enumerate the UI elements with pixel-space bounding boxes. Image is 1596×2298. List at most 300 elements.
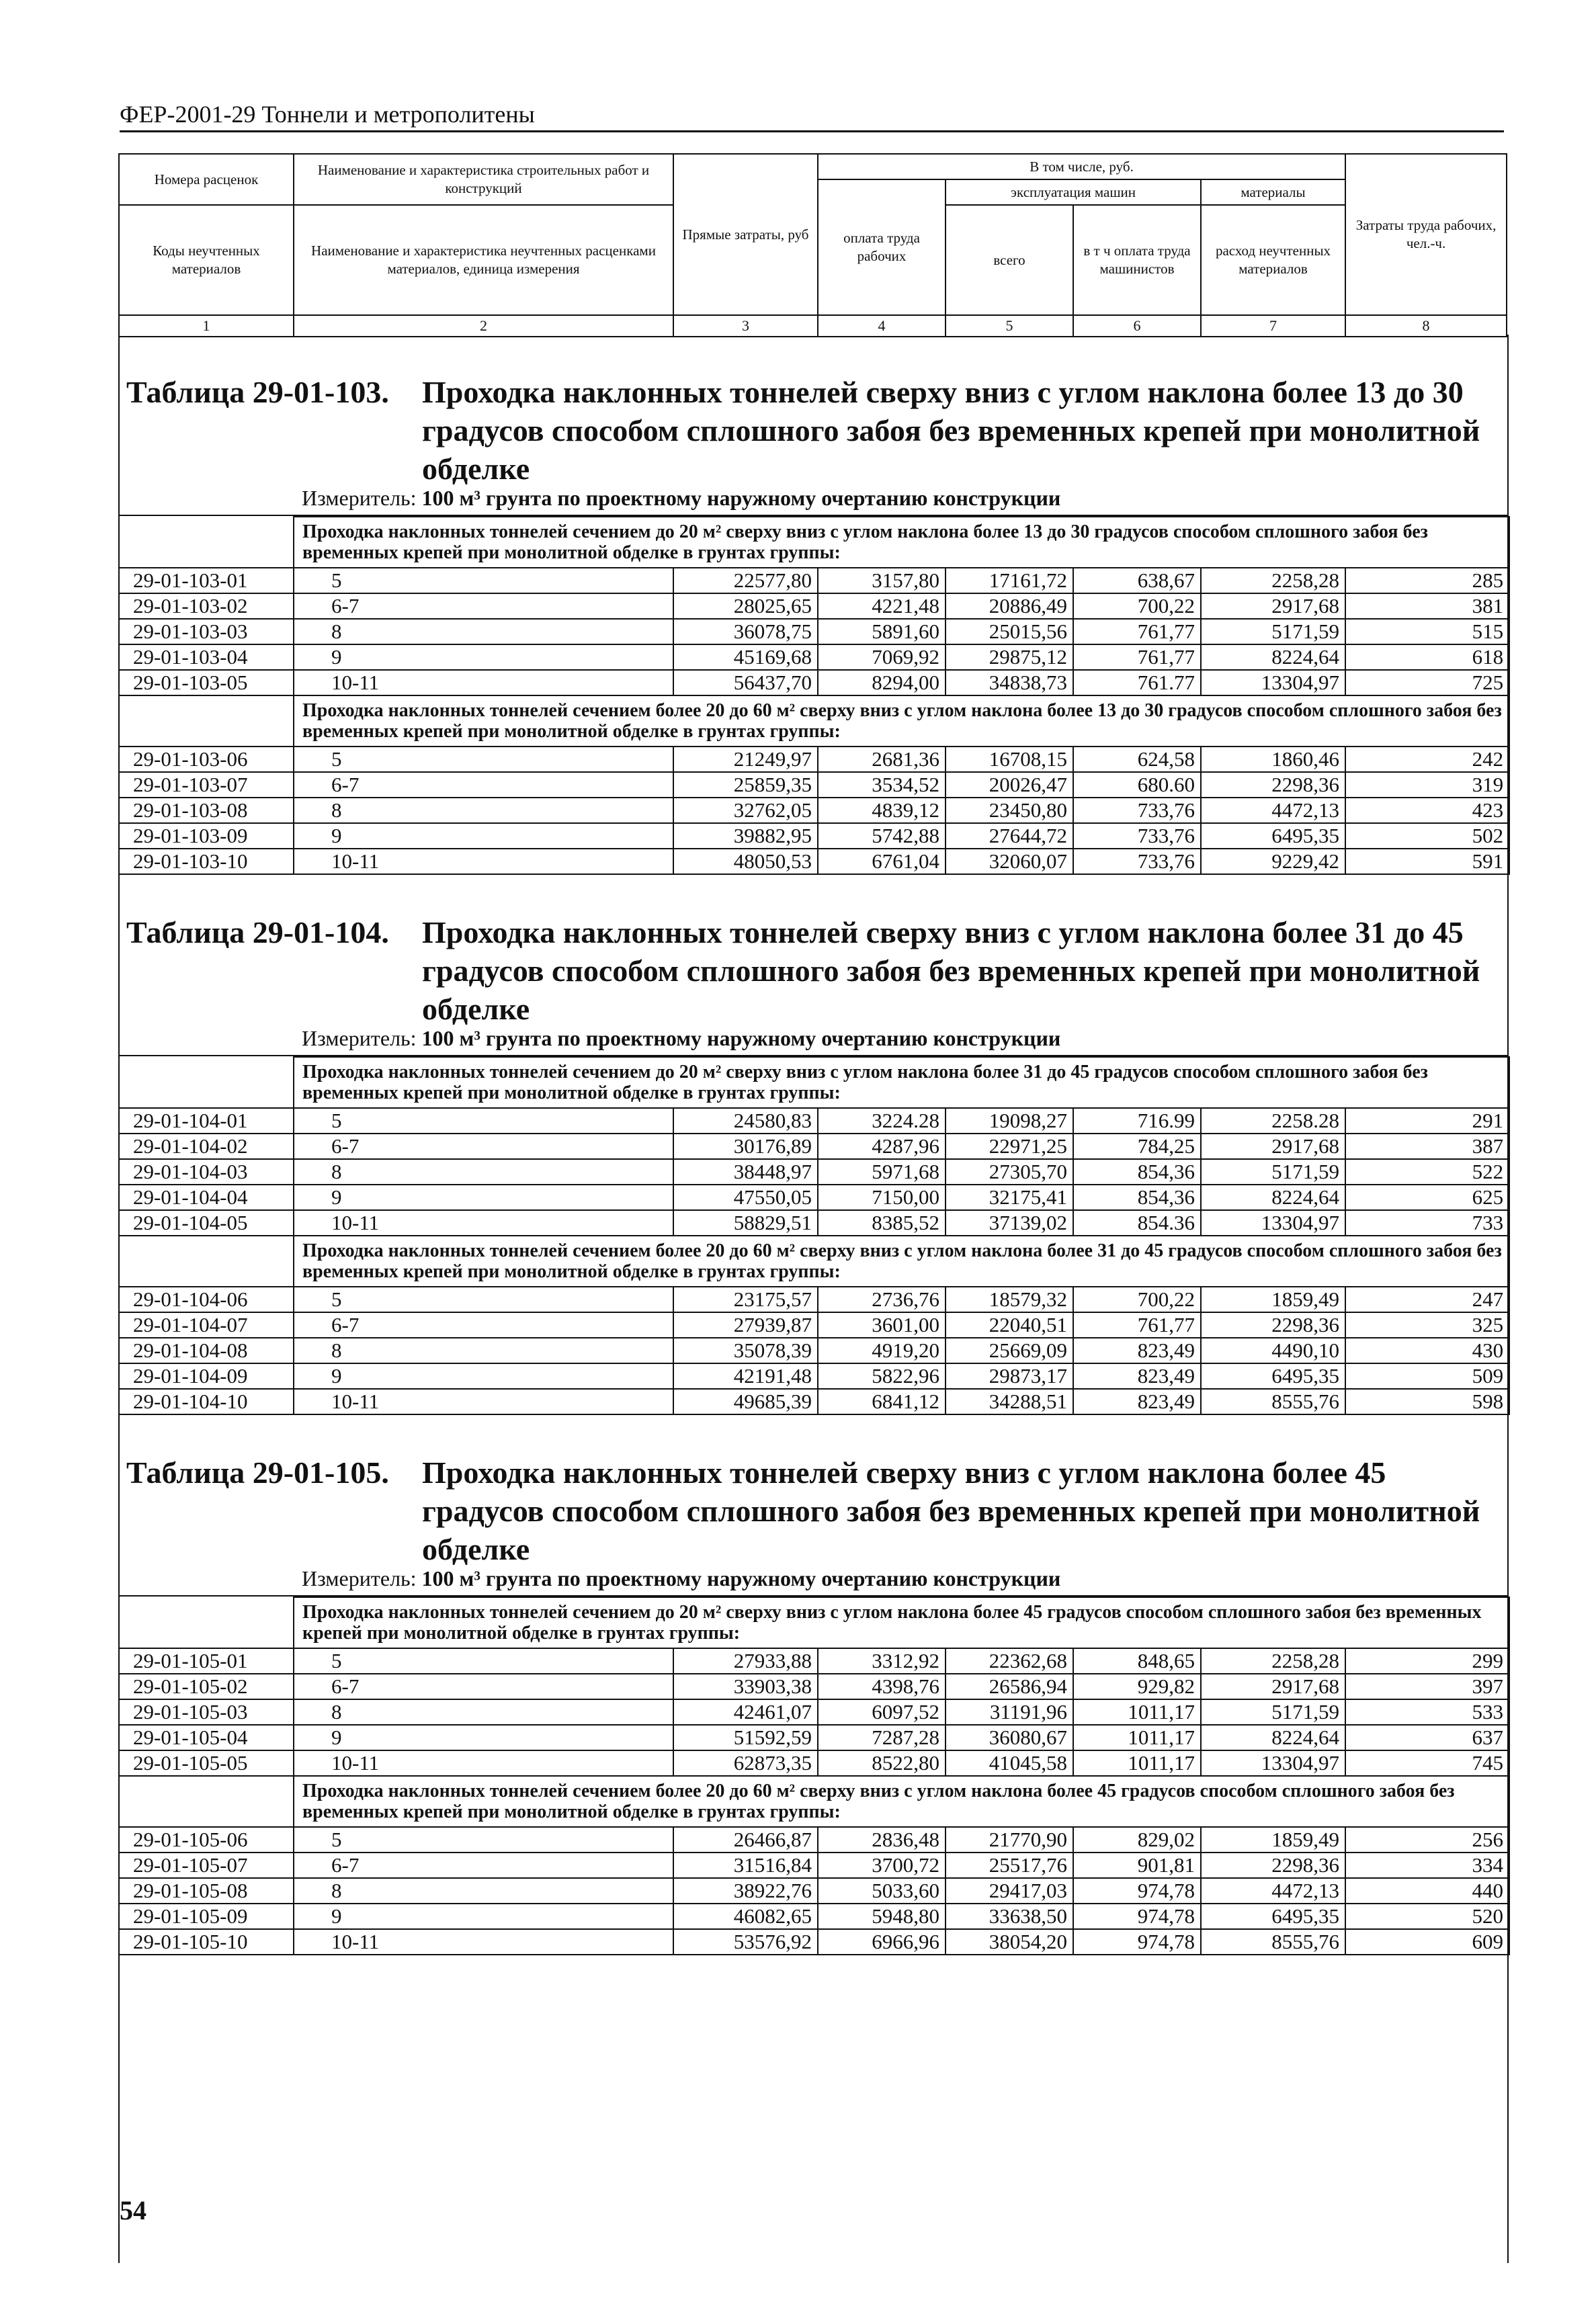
operators-pay: 700,22 (1073, 1287, 1201, 1312)
table-title: Проходка наклонных тоннелей сверху вниз с углом наклона более 45 градусов способом сплошного забоя без временных крепей при монолитной обделке (422, 1455, 1480, 1566)
rate-code: 29-01-104-04 (119, 1185, 294, 1210)
operators-pay: 733,76 (1073, 849, 1201, 874)
operators-pay: 974,78 (1073, 1929, 1201, 1955)
machines-total: 22971,25 (946, 1134, 1073, 1159)
materials-cost: 4472,13 (1201, 1878, 1345, 1904)
operators-pay: 716.99 (1073, 1108, 1201, 1134)
soil-group: 5 (294, 1827, 673, 1853)
operators-pay: 823,49 (1073, 1363, 1201, 1389)
rate-code: 29-01-103-01 (119, 568, 294, 593)
labor-hours: 430 (1345, 1338, 1509, 1363)
materials-cost: 2258.28 (1201, 1108, 1345, 1134)
table-row (119, 1134, 1509, 1159)
header-direct-costs: Прямые затраты, руб (673, 154, 818, 315)
table-row (119, 772, 1509, 798)
operators-pay: 823,49 (1073, 1389, 1201, 1414)
table-row (119, 1338, 1509, 1363)
labor-hours: 733 (1345, 1210, 1509, 1236)
soil-group: 9 (294, 1363, 673, 1389)
operators-pay: 761,77 (1073, 644, 1201, 670)
labor-pay: 3224.28 (818, 1108, 946, 1134)
soil-group: 6-7 (294, 1134, 673, 1159)
machines-total: 27305,70 (946, 1159, 1073, 1185)
table-row (119, 1878, 1509, 1904)
table-row (119, 747, 1509, 772)
table-row (119, 1827, 1509, 1853)
rate-code: 29-01-105-10 (119, 1929, 294, 1955)
table-row (119, 1287, 1509, 1312)
soil-group: 9 (294, 1904, 673, 1929)
table-row (119, 619, 1509, 644)
labor-pay: 3312,92 (818, 1648, 946, 1674)
rate-code: 29-01-105-05 (119, 1750, 294, 1776)
labor-pay: 3601,00 (818, 1312, 946, 1338)
rate-code: 29-01-103-06 (119, 747, 294, 772)
materials-cost: 8555,76 (1201, 1389, 1345, 1414)
soil-group: 8 (294, 1338, 673, 1363)
machines-total: 23450,80 (946, 798, 1073, 823)
materials-cost: 8224,64 (1201, 644, 1345, 670)
machines-total: 21770,90 (946, 1827, 1073, 1853)
labor-pay: 4839,12 (818, 798, 946, 823)
labor-pay: 4287,96 (818, 1134, 946, 1159)
col-number: 3 (673, 315, 818, 337)
machines-total: 25669,09 (946, 1338, 1073, 1363)
direct-costs: 32762,05 (673, 798, 818, 823)
soil-group: 8 (294, 619, 673, 644)
operators-pay: 700,22 (1073, 593, 1201, 619)
machines-total: 32060,07 (946, 849, 1073, 874)
rate-code: 29-01-104-06 (119, 1287, 294, 1312)
table-row (119, 1312, 1509, 1338)
materials-cost: 5171,59 (1201, 1159, 1345, 1185)
soil-group: 9 (294, 644, 673, 670)
direct-costs: 36078,75 (673, 619, 818, 644)
labor-hours: 609 (1345, 1929, 1509, 1955)
labor-pay: 8522,80 (818, 1750, 946, 1776)
table-row (119, 1648, 1509, 1674)
rate-code: 29-01-103-05 (119, 670, 294, 695)
direct-costs: 26466,87 (673, 1827, 818, 1853)
machines-total: 20886,49 (946, 593, 1073, 619)
operators-pay: 680.60 (1073, 772, 1201, 798)
table-row (119, 823, 1509, 849)
rates-table (118, 1056, 1510, 1415)
soil-group: 6-7 (294, 1312, 673, 1338)
col-number: 2 (294, 315, 673, 337)
labor-hours: 440 (1345, 1878, 1509, 1904)
rate-code: 29-01-104-07 (119, 1312, 294, 1338)
table-row (119, 1674, 1509, 1699)
labor-hours: 637 (1345, 1725, 1509, 1750)
soil-group: 5 (294, 1648, 673, 1674)
operators-pay: 733,76 (1073, 823, 1201, 849)
soil-group: 6-7 (294, 593, 673, 619)
machines-total: 19098,27 (946, 1108, 1073, 1134)
direct-costs: 24580,83 (673, 1108, 818, 1134)
soil-group: 5 (294, 747, 673, 772)
direct-costs: 27939,87 (673, 1312, 818, 1338)
labor-hours: 520 (1345, 1904, 1509, 1929)
machines-total: 22040,51 (946, 1312, 1073, 1338)
rate-table-section (120, 335, 1507, 875)
direct-costs: 47550,05 (673, 1185, 818, 1210)
measure-unit: 100 м³ грунта по проектному наружному очертанию конструкции (421, 1566, 1061, 1590)
rate-code: 29-01-103-10 (119, 849, 294, 874)
operators-pay: 854.36 (1073, 1210, 1201, 1236)
operators-pay: 854,36 (1073, 1159, 1201, 1185)
rate-code: 29-01-103-08 (119, 798, 294, 823)
rate-code: 29-01-103-09 (119, 823, 294, 849)
labor-hours: 502 (1345, 823, 1509, 849)
materials-cost: 2917,68 (1201, 1134, 1345, 1159)
labor-pay: 5742,88 (818, 823, 946, 849)
labor-pay: 4221,48 (818, 593, 946, 619)
labor-pay: 5822,96 (818, 1363, 946, 1389)
group-heading-spacer (119, 1057, 294, 1108)
labor-hours: 291 (1345, 1108, 1509, 1134)
table-row (119, 644, 1509, 670)
table-title: Проходка наклонных тоннелей сверху вниз с углом наклона более 13 до 30 градусов способом сплошного забоя без временных крепей при монолитной обделке (422, 375, 1480, 486)
group-heading-spacer (119, 517, 294, 568)
table-label: Таблица 29-01-104. (126, 915, 389, 949)
table-row (119, 670, 1509, 695)
machines-total: 32175,41 (946, 1185, 1073, 1210)
rate-code: 29-01-105-06 (119, 1827, 294, 1853)
measure-prefix: Измеритель: (302, 486, 422, 510)
labor-hours: 423 (1345, 798, 1509, 823)
labor-hours: 522 (1345, 1159, 1509, 1185)
header-materials-sub: расход неучтенных материалов (1201, 205, 1345, 315)
labor-hours: 334 (1345, 1853, 1509, 1878)
labor-pay: 7069,92 (818, 644, 946, 670)
operators-pay: 974,78 (1073, 1904, 1201, 1929)
materials-cost: 4490,10 (1201, 1338, 1345, 1363)
operators-pay: 929,82 (1073, 1674, 1201, 1699)
group-heading: Проходка наклонных тоннелей сечением более 20 до 60 м² сверху вниз с углом наклона более 45 градусов способом сплошного забоя без временных крепей при монолитной обделке в грунтах группы: (294, 1776, 1509, 1827)
materials-cost: 8224,64 (1201, 1185, 1345, 1210)
labor-hours: 618 (1345, 644, 1509, 670)
group-heading-spacer (119, 1776, 294, 1827)
table-row (119, 1363, 1509, 1389)
rate-code: 29-01-104-09 (119, 1363, 294, 1389)
table-row (119, 1750, 1509, 1776)
labor-pay: 2681,36 (818, 747, 946, 772)
direct-costs: 38922,76 (673, 1878, 818, 1904)
rate-table-section (120, 1415, 1507, 1955)
rate-code: 29-01-105-08 (119, 1878, 294, 1904)
labor-hours: 591 (1345, 849, 1509, 874)
rate-tables (120, 335, 1507, 1955)
direct-costs: 33903,38 (673, 1674, 818, 1699)
header-codes-top: Номера расценок (119, 154, 294, 205)
group-heading: Проходка наклонных тоннелей сечением до 20 м² сверху вниз с углом наклона более 31 до 45 градусов способом сплошного забоя без временных крепей при монолитной обделке в грунтах группы: (294, 1057, 1509, 1108)
soil-group: 9 (294, 1725, 673, 1750)
materials-cost: 5171,59 (1201, 1699, 1345, 1725)
soil-group: 8 (294, 798, 673, 823)
soil-group: 9 (294, 1185, 673, 1210)
direct-costs: 27933,88 (673, 1648, 818, 1674)
table-row (119, 1108, 1509, 1134)
group-heading: Проходка наклонных тоннелей сечением до 20 м² сверху вниз с углом наклона более 13 до 30 градусов способом сплошного забоя без временных крепей при монолитной обделке в грунтах группы: (294, 517, 1509, 568)
labor-hours: 256 (1345, 1827, 1509, 1853)
rate-code: 29-01-105-03 (119, 1699, 294, 1725)
materials-cost: 1860,46 (1201, 747, 1345, 772)
labor-pay: 5948,80 (818, 1904, 946, 1929)
machines-total: 22362,68 (946, 1648, 1073, 1674)
operators-pay: 854,36 (1073, 1185, 1201, 1210)
soil-group: 5 (294, 1287, 673, 1312)
rate-code: 29-01-105-07 (119, 1853, 294, 1878)
rate-code: 29-01-104-08 (119, 1338, 294, 1363)
machines-total: 34838,73 (946, 670, 1073, 695)
machines-total: 37139,02 (946, 1210, 1073, 1236)
table-title: Проходка наклонных тоннелей сверху вниз с углом наклона более 31 до 45 градусов способом сплошного забоя без временных крепей при монолитной обделке (422, 915, 1480, 1026)
soil-group: 10-11 (294, 849, 673, 874)
operators-pay: 761,77 (1073, 619, 1201, 644)
soil-group: 6-7 (294, 772, 673, 798)
header-codes-bottom: Коды неучтенных материалов (119, 205, 294, 315)
operators-pay: 638,67 (1073, 568, 1201, 593)
rate-code: 29-01-103-07 (119, 772, 294, 798)
table-row (119, 1725, 1509, 1750)
materials-cost: 2917,68 (1201, 1674, 1345, 1699)
operators-pay: 761.77 (1073, 670, 1201, 695)
labor-pay: 4398,76 (818, 1674, 946, 1699)
rate-code: 29-01-103-04 (119, 644, 294, 670)
materials-cost: 6495,35 (1201, 1363, 1345, 1389)
direct-costs: 62873,35 (673, 1750, 818, 1776)
table-row (119, 798, 1509, 823)
direct-costs: 38448,97 (673, 1159, 818, 1185)
labor-pay: 3700,72 (818, 1853, 946, 1878)
labor-pay: 3157,80 (818, 568, 946, 593)
labor-pay: 6966,96 (818, 1929, 946, 1955)
rate-code: 29-01-104-01 (119, 1108, 294, 1134)
measure-prefix: Измеритель: (302, 1566, 422, 1590)
labor-hours: 598 (1345, 1389, 1509, 1414)
soil-group: 8 (294, 1159, 673, 1185)
operators-pay: 848,65 (1073, 1648, 1201, 1674)
group-heading-spacer (119, 1597, 294, 1648)
materials-cost: 2917,68 (1201, 593, 1345, 619)
labor-pay: 8294,00 (818, 670, 946, 695)
operators-pay: 1011,17 (1073, 1699, 1201, 1725)
group-heading-row (119, 1776, 1509, 1827)
labor-hours: 299 (1345, 1648, 1509, 1674)
materials-cost: 2298,36 (1201, 772, 1345, 798)
rate-code: 29-01-105-04 (119, 1725, 294, 1750)
table-heading (126, 875, 1501, 1026)
operators-pay: 1011,17 (1073, 1750, 1201, 1776)
materials-cost: 8555,76 (1201, 1929, 1345, 1955)
rate-code: 29-01-105-02 (119, 1674, 294, 1699)
col-number: 7 (1201, 315, 1345, 337)
labor-hours: 325 (1345, 1312, 1509, 1338)
soil-group: 8 (294, 1699, 673, 1725)
machines-total: 18579,32 (946, 1287, 1073, 1312)
rate-code: 29-01-104-03 (119, 1159, 294, 1185)
table-label: Таблица 29-01-105. (126, 1455, 389, 1490)
operators-pay: 624,58 (1073, 747, 1201, 772)
col-number: 1 (119, 315, 294, 337)
col-number: 8 (1345, 315, 1507, 337)
materials-cost: 2258,28 (1201, 1648, 1345, 1674)
direct-costs: 49685,39 (673, 1389, 818, 1414)
rate-code: 29-01-104-10 (119, 1389, 294, 1414)
table-row (119, 1853, 1509, 1878)
machines-total: 26586,94 (946, 1674, 1073, 1699)
direct-costs: 53576,92 (673, 1929, 818, 1955)
operators-pay: 901,81 (1073, 1853, 1201, 1878)
machines-total: 33638,50 (946, 1904, 1073, 1929)
labor-pay: 2736,76 (818, 1287, 946, 1312)
rates-table (118, 1597, 1510, 1955)
operators-pay: 733,76 (1073, 798, 1201, 823)
materials-cost: 6495,35 (1201, 823, 1345, 849)
direct-costs: 25859,35 (673, 772, 818, 798)
operators-pay: 761,77 (1073, 1312, 1201, 1338)
machines-total: 29417,03 (946, 1878, 1073, 1904)
table-label: Таблица 29-01-103. (126, 375, 389, 409)
soil-group: 8 (294, 1878, 673, 1904)
materials-cost: 9229,42 (1201, 849, 1345, 874)
direct-costs: 28025,65 (673, 593, 818, 619)
group-heading-row (119, 517, 1509, 568)
soil-group: 10-11 (294, 1750, 673, 1776)
operators-pay: 784,25 (1073, 1134, 1201, 1159)
operators-pay: 823,49 (1073, 1338, 1201, 1363)
machines-total: 27644,72 (946, 823, 1073, 849)
machines-total: 29875,12 (946, 644, 1073, 670)
table-row (119, 1389, 1509, 1414)
machines-total: 29873,17 (946, 1363, 1073, 1389)
labor-hours: 625 (1345, 1185, 1509, 1210)
measure-unit: 100 м³ грунта по проектному наружному очертанию конструкции (421, 486, 1061, 510)
materials-cost: 5171,59 (1201, 619, 1345, 644)
direct-costs: 21249,97 (673, 747, 818, 772)
materials-cost: 13304,97 (1201, 1210, 1345, 1236)
soil-group: 9 (294, 823, 673, 849)
table-measure (118, 1021, 1509, 1056)
table-row (119, 1159, 1509, 1185)
machines-total: 25015,56 (946, 619, 1073, 644)
labor-hours: 397 (1345, 1674, 1509, 1699)
direct-costs: 42191,48 (673, 1363, 818, 1389)
column-header-table (118, 153, 1507, 337)
direct-costs: 48050,53 (673, 849, 818, 874)
col-number: 5 (946, 315, 1073, 337)
labor-hours: 387 (1345, 1134, 1509, 1159)
rate-code: 29-01-103-02 (119, 593, 294, 619)
soil-group: 6-7 (294, 1674, 673, 1699)
soil-group: 6-7 (294, 1853, 673, 1878)
labor-pay: 6097,52 (818, 1699, 946, 1725)
header-machines-operators: в т ч оплата труда машинистов (1073, 205, 1201, 315)
direct-costs: 39882,95 (673, 823, 818, 849)
machines-total: 41045,58 (946, 1750, 1073, 1776)
labor-pay: 4919,20 (818, 1338, 946, 1363)
table-row (119, 1904, 1509, 1929)
materials-cost: 6495,35 (1201, 1904, 1345, 1929)
rate-code: 29-01-104-05 (119, 1210, 294, 1236)
direct-costs: 35078,39 (673, 1338, 818, 1363)
header-incl: В том числе, руб. (818, 154, 1345, 179)
soil-group: 10-11 (294, 1929, 673, 1955)
group-heading-row (119, 1597, 1509, 1648)
labor-hours: 533 (1345, 1699, 1509, 1725)
labor-pay: 6841,12 (818, 1389, 946, 1414)
direct-costs: 51592,59 (673, 1725, 818, 1750)
header-labor-pay: оплата труда рабочих (818, 179, 946, 315)
labor-pay: 2836,48 (818, 1827, 946, 1853)
table-row (119, 593, 1509, 619)
soil-group: 5 (294, 1108, 673, 1134)
soil-group: 10-11 (294, 1389, 673, 1414)
table-row (119, 1185, 1509, 1210)
operators-pay: 1011,17 (1073, 1725, 1201, 1750)
rate-code: 29-01-105-01 (119, 1648, 294, 1674)
materials-cost: 1859,49 (1201, 1287, 1345, 1312)
materials-cost: 8224,64 (1201, 1725, 1345, 1750)
direct-costs: 45169,68 (673, 644, 818, 670)
operators-pay: 974,78 (1073, 1878, 1201, 1904)
table-row (119, 568, 1509, 593)
table-heading (126, 335, 1501, 486)
tables-frame (118, 335, 1509, 2263)
col-number: 6 (1073, 315, 1201, 337)
table-row (119, 849, 1509, 874)
machines-total: 16708,15 (946, 747, 1073, 772)
rate-code: 29-01-103-03 (119, 619, 294, 644)
header-materials: материалы (1201, 179, 1345, 205)
labor-pay: 7287,28 (818, 1725, 946, 1750)
measure-unit: 100 м³ грунта по проектному наружному очертанию конструкции (421, 1026, 1061, 1050)
direct-costs: 30176,89 (673, 1134, 818, 1159)
table-heading (126, 1415, 1501, 1566)
group-heading-row (119, 695, 1509, 747)
materials-cost: 2298,36 (1201, 1312, 1345, 1338)
labor-pay: 5891,60 (818, 619, 946, 644)
group-heading-row (119, 1236, 1509, 1287)
labor-hours: 745 (1345, 1750, 1509, 1776)
machines-total: 25517,76 (946, 1853, 1073, 1878)
labor-hours: 515 (1345, 619, 1509, 644)
direct-costs: 42461,07 (673, 1699, 818, 1725)
materials-cost: 1859,49 (1201, 1827, 1345, 1853)
labor-hours: 247 (1345, 1287, 1509, 1312)
header-names-bottom: Наименование и характеристика неучтенных расценками материалов, единица измерения (294, 205, 673, 315)
header-names-top: Наименование и характеристика строительных работ и конструкций (294, 154, 673, 205)
labor-hours: 319 (1345, 772, 1509, 798)
rates-table (118, 516, 1510, 875)
machines-total: 17161,72 (946, 568, 1073, 593)
soil-group: 10-11 (294, 1210, 673, 1236)
running-head: ФЕР-2001-29 Тоннели и метрополитены (120, 99, 1504, 132)
group-heading: Проходка наклонных тоннелей сечением более 20 до 60 м² сверху вниз с углом наклона более 13 до 30 градусов способом сплошного забоя без временных крепей при монолитной обделке в грунтах группы: (294, 695, 1509, 747)
direct-costs: 23175,57 (673, 1287, 818, 1312)
rate-table-section (120, 875, 1507, 1415)
table-row (119, 1699, 1509, 1725)
header-machines: эксплуатация машин (946, 179, 1201, 205)
machines-total: 34288,51 (946, 1389, 1073, 1414)
table-measure (118, 481, 1509, 516)
header-labor: Затраты труда рабочих, чел.-ч. (1345, 154, 1507, 315)
table-measure (118, 1562, 1509, 1597)
labor-pay: 5971,68 (818, 1159, 946, 1185)
labor-hours: 381 (1345, 593, 1509, 619)
operators-pay: 829,02 (1073, 1827, 1201, 1853)
